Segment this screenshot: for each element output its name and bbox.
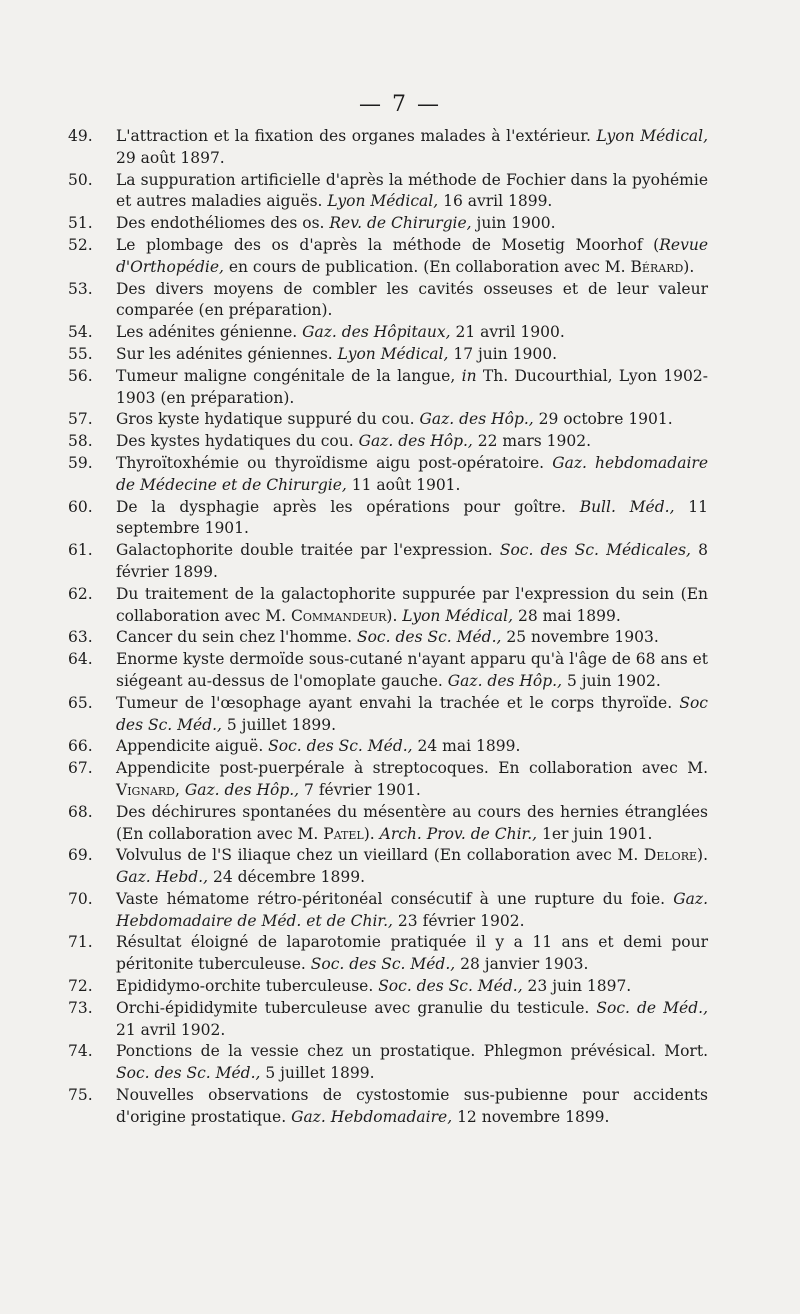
journal-citation: Soc. des Sc. Méd.,	[310, 955, 456, 974]
journal-citation: Soc. des Sc. Méd.,	[378, 977, 523, 996]
entry-text-segment: Les adénites génienne.	[116, 323, 303, 342]
entry-text-segment: Des déchirures spontanées du mésentère au cours des hernies étranglées (En collaboration avec M.	[116, 802, 708, 843]
entry-text-segment: Appendicite post-puerpérale à streptocoques. En collaboration avec M.	[116, 759, 708, 778]
entry-text	[116, 649, 708, 693]
entry-text-segment: Thyroïtoxhémie ou thyroïdisme aigu post-opératoire.	[116, 453, 553, 472]
journal-citation: Soc. de Méd.,	[596, 998, 709, 1017]
entry-text	[116, 845, 708, 889]
journal-citation: Revue d'Orthopédie,	[116, 235, 708, 276]
entry-number: 69.	[68, 846, 93, 865]
entry-text	[116, 431, 708, 453]
entry-text	[116, 802, 708, 846]
entry-text	[116, 736, 708, 758]
bibliography-entry	[68, 431, 708, 453]
journal-citation: Gaz. Hebdomadaire,	[291, 1107, 453, 1126]
entry-number: 63.	[68, 628, 93, 647]
journal-citation: Soc. des Sc. Méd.,	[356, 628, 502, 647]
entry-text-segment: Résultat éloigné de laparotomie pratiquée il y a 11 ans et demi pour péritonite tuberculeuse.	[116, 933, 708, 974]
entry-text-segment: Cancer du sein chez l'homme.	[116, 628, 357, 647]
bibliography-entry	[68, 366, 708, 410]
entry-text-segment: 16 avril 1899.	[438, 192, 553, 211]
journal-citation: Gaz. des Hôp.,	[358, 432, 473, 451]
entry-text-segment: Ponctions de la vessie chez un prostatique. Phlegmon prévésical. Mort.	[116, 1042, 708, 1061]
bibliography-entry	[68, 235, 708, 279]
entry-text	[116, 627, 708, 649]
entry-text-segment: ).	[363, 824, 380, 843]
entry-text-segment: 21 avril 1900.	[450, 323, 565, 342]
entry-text	[116, 453, 708, 497]
entry-number: 53.	[68, 279, 93, 298]
entry-text	[116, 1041, 708, 1085]
entry-text-segment: 24 mai 1899.	[412, 737, 521, 756]
bibliography-entry	[68, 497, 708, 541]
bibliography-entry	[68, 758, 708, 802]
entry-number: 74.	[68, 1042, 93, 1061]
entry-text-segment: Sur les adénites géniennes.	[116, 344, 338, 363]
entry-text-segment: La suppuration artificielle d'après la méthode de Fochier dans la pyohémie et autres maladies aiguës.	[116, 170, 708, 211]
entry-text-segment: 29 août 1897.	[116, 148, 225, 167]
entry-text-segment: 23 février 1902.	[393, 911, 525, 930]
entry-text-segment: Volvulus de l'S iliaque chez un vieillard (En collaboration avec M.	[116, 846, 644, 865]
entry-text-segment: Des divers moyens de combler les cavités osseuses et de leur valeur comparée (en préparation).	[116, 279, 708, 320]
journal-citation: Gaz. hebdomadaire de Médecine et de Chirurgie,	[116, 453, 709, 494]
entry-text-segment: Des kystes hydatiques du cou.	[116, 432, 359, 451]
entry-number: 55.	[68, 344, 93, 363]
entry-text-segment: 1er juin 1901.	[537, 824, 653, 843]
journal-citation: Soc des Sc. Méd.,	[116, 693, 708, 734]
bibliography-entry	[68, 649, 708, 693]
collaborator-name: Delore	[643, 846, 698, 865]
entry-number: 60.	[68, 497, 93, 516]
journal-citation: Soc. des Sc. Méd.,	[116, 1064, 261, 1083]
journal-citation: Gaz. des Hôpitaux,	[302, 323, 451, 342]
journal-citation: Gaz. des Hôp.,	[447, 671, 563, 690]
journal-citation: Lyon Médical,	[337, 344, 449, 363]
entry-text-segment: ).	[386, 606, 403, 625]
entry-text-segment: juin 1900.	[471, 214, 556, 233]
entry-number: 51.	[68, 214, 93, 233]
entry-number: 70.	[68, 889, 93, 908]
entry-text	[116, 322, 708, 344]
collaborator-name: Bérard	[630, 257, 684, 276]
entry-text	[116, 213, 708, 235]
entry-text-segment: 5 juillet 1899.	[221, 715, 337, 734]
entry-text-segment: Appendicite aiguë.	[116, 737, 269, 756]
entry-text-segment: 8 février 1899.	[116, 541, 708, 581]
entry-text-segment: 25 novembre 1903.	[501, 628, 659, 647]
entry-text-segment: Th. Ducourthial, Lyon 1902-1903 (en préparation).	[116, 366, 709, 407]
journal-citation: Gaz. Hebdomadaire de Méd. et de Chir.,	[116, 889, 708, 930]
entry-text-segment: De la dysphagie après les opérations pour goître.	[116, 497, 580, 516]
entry-text	[116, 758, 708, 802]
entry-text	[116, 170, 708, 214]
entry-text-segment: 28 janvier 1903.	[455, 955, 589, 974]
entry-text	[116, 497, 708, 541]
entry-number: 54.	[68, 323, 93, 342]
entry-text	[116, 279, 708, 323]
entry-text-segment: Des endothéliomes des os.	[116, 214, 330, 233]
entry-text-segment: ).	[697, 846, 708, 865]
journal-citation: Gaz. Hebd.,	[116, 868, 209, 887]
entry-text-segment: 7 février 1901.	[299, 780, 421, 799]
entry-text-segment: Vaste hématome rétro-péritonéal consécutif à une rupture du foie.	[116, 889, 674, 908]
entry-text-segment: 28 mai 1899.	[513, 606, 621, 625]
entry-text-segment: Le plombage des os d'après la méthode de Mosetig Moorhof (	[116, 235, 660, 254]
journal-citation: Bull. Méd.,	[579, 497, 675, 516]
bibliography-entry	[68, 126, 708, 170]
entry-text	[116, 126, 708, 170]
bibliography-entry	[68, 279, 708, 323]
journal-citation: Gaz. des Hôp.,	[184, 780, 300, 799]
entry-text-segment: Nouvelles observations de cystostomie sus-pubienne pour accidents d'origine prostatique.	[116, 1086, 708, 1126]
bibliography-entry	[68, 802, 708, 846]
bibliography-entry	[68, 344, 708, 366]
entry-text	[116, 932, 708, 976]
entry-number: 56.	[68, 366, 93, 385]
entry-number: 67.	[68, 759, 93, 778]
entry-text-segment: Galactophorite double traitée par l'expression.	[116, 541, 500, 560]
collaborator-name: Patel	[323, 824, 364, 843]
entry-text	[116, 584, 708, 628]
page-number: — 7 —	[359, 92, 441, 117]
entry-text-segment: Tumeur de l'œsophage ayant envahi la trachée et le corps thyroïde.	[116, 693, 680, 712]
bibliography-entry	[68, 1085, 708, 1129]
entry-text-segment: Tumeur maligne congénitale de la langue,	[116, 366, 462, 385]
entry-text-segment: ).	[683, 257, 695, 276]
journal-citation: Rev. de Chirurgie,	[329, 214, 472, 233]
entry-number: 59.	[68, 453, 93, 472]
entry-text-segment: 5 juillet 1899.	[260, 1064, 375, 1083]
journal-citation: in	[461, 366, 477, 385]
entry-text-segment: Du traitement de la galactophorite suppurée par l'expression du sein (En collaboration avec M.	[116, 584, 708, 625]
entry-number: 50.	[68, 170, 93, 189]
entry-text-segment: 22 mars 1902.	[472, 432, 592, 451]
entry-text-segment: Gros kyste hydatique suppuré du cou.	[116, 410, 420, 429]
entry-text-segment: 5 juin 1902.	[562, 671, 661, 690]
entry-text	[116, 998, 708, 1042]
entry-text-segment: 17 juin 1900.	[448, 344, 558, 363]
entry-text-segment: en cours de publication. (En collaboration avec M.	[223, 257, 631, 276]
bibliography-entry	[68, 998, 708, 1042]
entry-text	[116, 976, 708, 998]
entry-number: 72.	[68, 977, 93, 996]
entry-text-segment: 11 septembre 1901.	[116, 497, 708, 538]
bibliography-entry	[68, 736, 708, 758]
collaborator-name: Commandeur	[291, 606, 387, 625]
entry-number: 64.	[68, 650, 93, 669]
entry-number: 62.	[68, 584, 93, 603]
bibliography-entry	[68, 932, 708, 976]
bibliography-list	[68, 126, 708, 1129]
entry-text	[116, 344, 708, 366]
entry-number: 61.	[68, 541, 93, 560]
journal-citation: Soc. des Sc. Médicales,	[499, 541, 691, 560]
journal-citation: Lyon Médical,	[596, 127, 709, 145]
bibliography-entry	[68, 1041, 708, 1085]
entry-number: 75.	[68, 1086, 93, 1105]
bibliography-entry	[68, 976, 708, 998]
entry-text-segment: L'attraction et la fixation des organes malades à l'extérieur.	[116, 127, 597, 145]
entry-text	[116, 1085, 708, 1129]
bibliography-entry	[68, 627, 708, 649]
bibliography-entry	[68, 409, 708, 431]
entry-text-segment: 24 décembre 1899.	[208, 868, 366, 887]
entry-number: 73.	[68, 998, 93, 1017]
entry-number: 68.	[68, 802, 93, 821]
entry-text-segment: ,	[175, 780, 185, 799]
entry-text-segment: Orchi-épididymite tuberculeuse avec granulie du testicule.	[116, 998, 597, 1017]
entry-text	[116, 409, 708, 431]
bibliography-entry	[68, 889, 708, 933]
entry-text-segment: 29 octobre 1901.	[533, 410, 673, 429]
entry-number: 52.	[68, 235, 93, 254]
bibliography-entry	[68, 693, 708, 737]
bibliography-entry	[68, 584, 708, 628]
entry-text-segment: 11 août 1901.	[346, 475, 461, 494]
journal-citation: Gaz. des Hôp.,	[419, 410, 534, 429]
entry-number: 57.	[68, 410, 93, 429]
entry-text-segment: 12 novembre 1899.	[452, 1107, 610, 1126]
bibliography-entry	[68, 845, 708, 889]
entry-text	[116, 366, 708, 410]
bibliography-entry	[68, 540, 708, 584]
entry-text	[116, 540, 708, 584]
entry-number: 58.	[68, 432, 93, 451]
entry-text-segment: Epididymo-orchite tuberculeuse.	[116, 977, 379, 996]
entry-text-segment: 21 avril 1902.	[116, 1020, 226, 1039]
entry-number: 71.	[68, 933, 93, 952]
journal-citation: Lyon Médical,	[402, 606, 514, 625]
entry-number: 49.	[68, 127, 93, 145]
journal-citation: Soc. des Sc. Méd.,	[268, 737, 413, 756]
entry-text	[116, 693, 708, 737]
bibliography-entry	[68, 213, 708, 235]
entry-text	[116, 235, 708, 279]
bibliography-entry	[68, 170, 708, 214]
bibliography-entry	[68, 322, 708, 344]
bibliography-entry	[68, 453, 708, 497]
journal-citation: Lyon Médical,	[327, 192, 439, 211]
entry-text	[116, 889, 708, 933]
collaborator-name: Vignard	[116, 780, 175, 799]
entry-text-segment: Enorme kyste dermoïde sous-cutané n'ayant apparu qu'à l'âge de 68 ans et siégeant au-dessus de l'omoplate gauche.	[116, 650, 708, 690]
entry-text-segment: 23 juin 1897.	[522, 977, 632, 996]
entry-number: 65.	[68, 693, 93, 712]
entry-number: 66.	[68, 737, 93, 756]
journal-citation: Arch. Prov. de Chir.,	[379, 824, 538, 843]
